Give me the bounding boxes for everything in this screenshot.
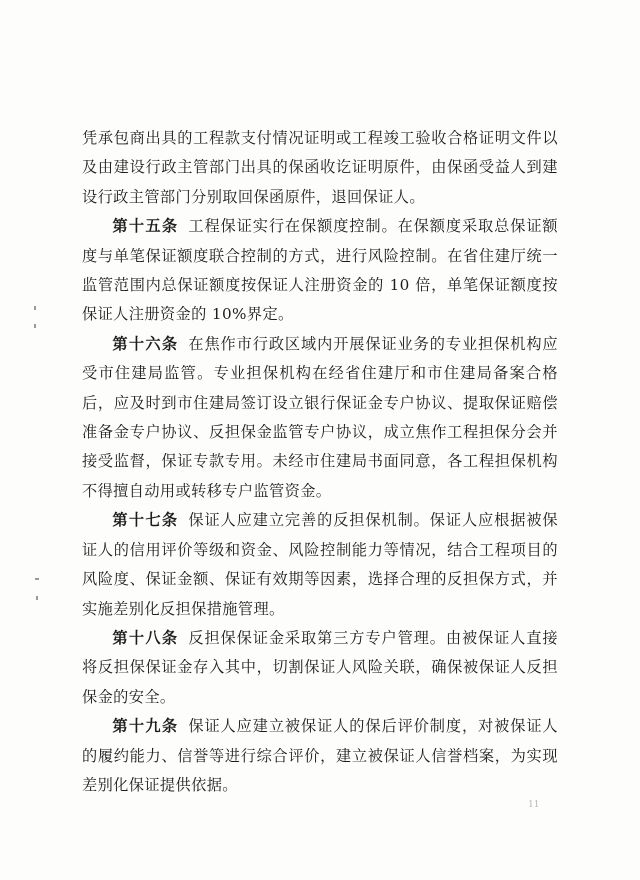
article-label: 第十七条 <box>112 511 179 530</box>
scan-mark <box>36 596 38 600</box>
article-label: 第十五条 <box>112 217 179 236</box>
article-16 <box>82 330 558 506</box>
article-text: 在焦作市行政区域内开展保证业务的专业担保机构应受市住建局监管。专业担保机构在经省住建厅和市住建局备案合格后，应及时到市住建局签订设立银行保证金专户协议、提取保证赔偿准备金专户协议、反担保金监管专户协议，成立焦作工程担保分会并接受监督，保证专款专用。未经市住建局书面同意，各工程担保机构不得擅自动用或转移专户监管资金。 <box>82 334 559 500</box>
article-text: 工程保证实行在保额度控制。在保额度采取总保证额度与单笔保证额度联合控制的方式，进行风险控制。在省住建厅统一监管范围内总保证额度按保证人注册资金的 10 倍，单笔保证额度按保证人注册资金的 10%界定。 <box>82 217 559 324</box>
scan-mark <box>35 578 39 580</box>
paragraph-text: 凭承包商出具的工程款支付情况证明或工程竣工验收合格证明文件以及由建设行政主管部门出具的保函收讫证明原件，由保函受益人到建设行政主管部门分别取回保函原件，退回保证人。 <box>82 129 558 206</box>
article-15 <box>82 212 558 330</box>
article-label: 第十九条 <box>112 717 179 736</box>
article-18 <box>82 624 558 712</box>
article-text: 反担保保证金采取第三方专户管理。由被保证人直接将反担保保证金存入其中，切割保证人风险关联，确保被保证人反担保金的安全。 <box>82 628 559 706</box>
article-text: 保证人应建立完善的反担保机制。保证人应根据被保证人的信用评价等级和资金、风险控制能力等情况，结合工程项目的风险度、保证金额、保证有效期等因素，选择合理的反担保方式，并实施差别化反担保措施管理。 <box>82 511 559 618</box>
article-label: 第十八条 <box>112 628 179 647</box>
paragraph-continued <box>82 124 558 212</box>
scan-mark <box>34 324 36 328</box>
article-label: 第十六条 <box>112 334 179 353</box>
document-body <box>82 124 558 800</box>
article-text: 保证人应建立被保证人的保后评价制度，对被保证人的履约能力、信誉等进行综合评价，建立被保证人信誉档案，为实现差别化保证提供依据。 <box>82 717 559 794</box>
article-17 <box>82 506 558 624</box>
page-number: 11 <box>528 800 540 810</box>
scan-mark <box>34 306 36 310</box>
article-19 <box>82 712 558 800</box>
